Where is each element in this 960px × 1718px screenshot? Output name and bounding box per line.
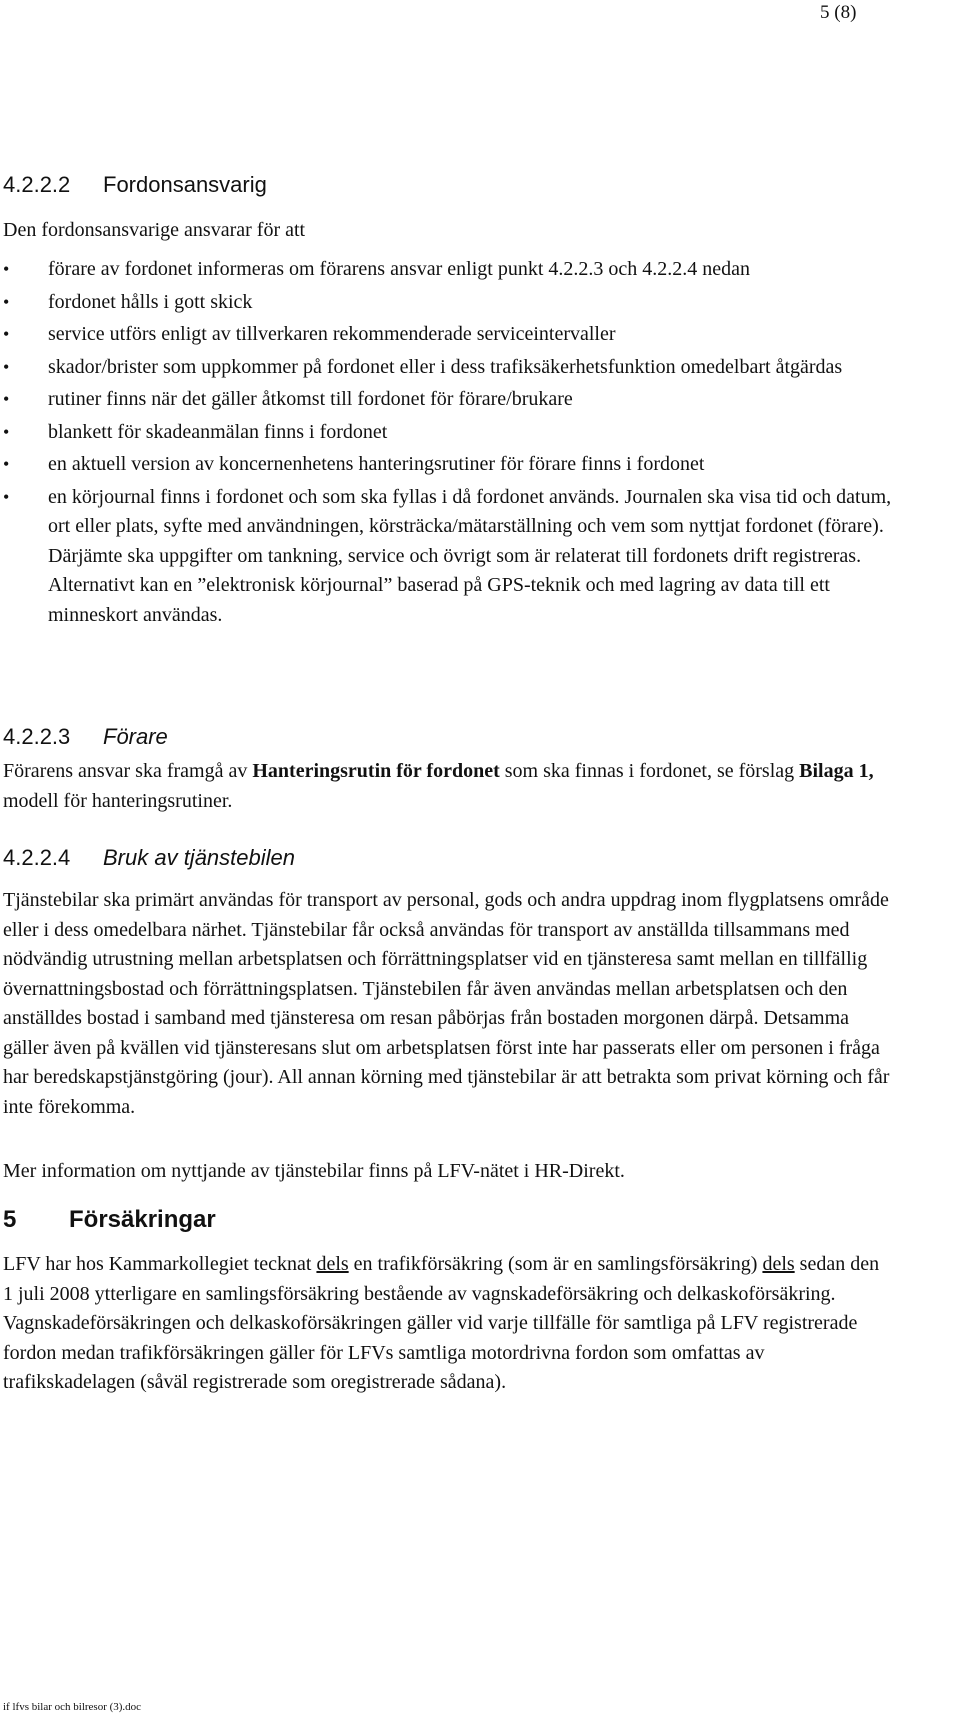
- more-info-paragraph: Mer information om nyttjande av tjänstebilar finns på LFV-nätet i HR-Direkt.: [3, 1160, 625, 1182]
- heading-title: Försäkringar: [69, 1206, 216, 1233]
- heading-4-2-2-4: [3, 845, 295, 871]
- footer-filename: if lfvs bilar och bilresor (3).doc: [3, 1701, 142, 1713]
- underlined-word: dels: [762, 1253, 795, 1275]
- list-item: • service utförs enligt av tillverkaren rekommenderade serviceintervaller: [3, 320, 893, 350]
- bullet-icon: •: [3, 356, 10, 377]
- list-item: • en körjournal finns i fordonet och som ska fyllas i då fordonet används. Journalen ska visa tid och datum, ort eller plats, syfte med användningen, körsträcka/mätarställning och vem som nyttjat fordonet (förare). Därjämte ska uppgifter om tankning, service och övrigt som är relaterat till fordonets drift registreras. Alternativt kan en ”elektronisk körjournal” baserad på GPS-teknik och med lagring av data till ett minneskort användas.: [3, 483, 893, 631]
- heading-number: 4.2.2.3: [3, 724, 71, 749]
- list-item: • fordonet hålls i gott skick: [3, 288, 893, 318]
- heading-title: Bruk av tjänstebilen: [103, 845, 295, 870]
- list-item: • en aktuell version av koncernenhetens hanteringsrutiner för förare finns i fordonet: [3, 450, 893, 480]
- responsibility-list: [3, 255, 893, 633]
- list-item: • blankett för skadeanmälan finns i fordonet: [3, 418, 893, 448]
- bullet-icon: •: [3, 421, 10, 442]
- heading-title: Förare: [103, 724, 168, 749]
- heading-4-2-2-3: [3, 724, 168, 750]
- list-item: • rutiner finns när det gäller åtkomst till fordonet för förare/brukare: [3, 385, 893, 415]
- bullet-icon: •: [3, 389, 10, 409]
- appendix-reference: Bilaga 1,: [799, 760, 874, 782]
- usage-paragraph: Tjänstebilar ska primärt användas för transport av personal, gods och andra uppdrag inom flygplatsens område eller i dess omedelbara närhet. Tjänstebilar får också användas för transport av anställda tillsammans med nödvändig utrustning mellan arbetsplatsen och förrättningsplatser vid en tjänsteresa samt mellan en tillfällig övernattningsbostad och förrättningsplatsen. Tjänstebilen får även användas mellan arbetsplatsen och den anställdes bostad i samband med tjänsteresa om resan påbörjas från bostaden morgonen därpå. Detsamma gäller även på kvällen vid tjänsteresans slut om arbetsplatsen först inte har passerats eller om personen i fråga har beredskapstjänstgöring (jour). All annan körning med tjänstebilar är att betrakta som privat körning och får inte förekomma.: [3, 889, 890, 1118]
- bullet-icon: •: [3, 259, 10, 279]
- list-item: • skador/brister som uppkommer på fordonet eller i dess trafiksäkerhetsfunktion omedelbart åtgärdas: [3, 353, 893, 383]
- heading-5: [3, 1206, 216, 1234]
- bullet-icon: •: [3, 486, 10, 507]
- heading-number: 4.2.2.2: [3, 172, 71, 197]
- insurance-paragraph: LFV har hos Kammarkollegiet tecknat dels en trafikförsäkring (som är en samlingsförsäkring) dels sedan den 1 juli 2008 ytterligare en samlingsförsäkring bestående av vagnskadeförsäkring och delkaskoförsäkring. Vagnskadeförsäkringen och delkaskoförsäkringen gäller vid varje tillfälle för samtliga på LFV registrerade fordon medan trafikförsäkringen gäller för LFVs samtliga motordrivna fordon som omfattas av trafikskadelagen (såväl registrerade som oregistrerade sådana).: [3, 1253, 880, 1393]
- heading-number: 5: [3, 1206, 17, 1233]
- underlined-word: dels: [316, 1253, 349, 1275]
- heading-4-2-2-2: [3, 172, 267, 198]
- bullet-icon: •: [3, 454, 10, 474]
- bullet-icon: •: [3, 291, 10, 312]
- routine-reference: Hanteringsrutin för fordonet: [252, 760, 500, 782]
- heading-title: Fordonsansvarig: [103, 172, 267, 197]
- intro-paragraph: Den fordonsansvarige ansvarar för att: [3, 219, 306, 241]
- heading-number: 4.2.2.4: [3, 845, 71, 870]
- bullet-icon: •: [3, 324, 10, 344]
- page-number: 5 (8): [820, 2, 857, 23]
- list-item: • förare av fordonet informeras om förarens ansvar enligt punkt 4.2.2.3 och 4.2.2.4 nedan: [3, 255, 893, 285]
- driver-paragraph: Förarens ansvar ska framgå av Hanteringsrutin för fordonet som ska finnas i fordonet, se förslag Bilaga 1, modell för hanteringsrutiner.: [3, 760, 874, 812]
